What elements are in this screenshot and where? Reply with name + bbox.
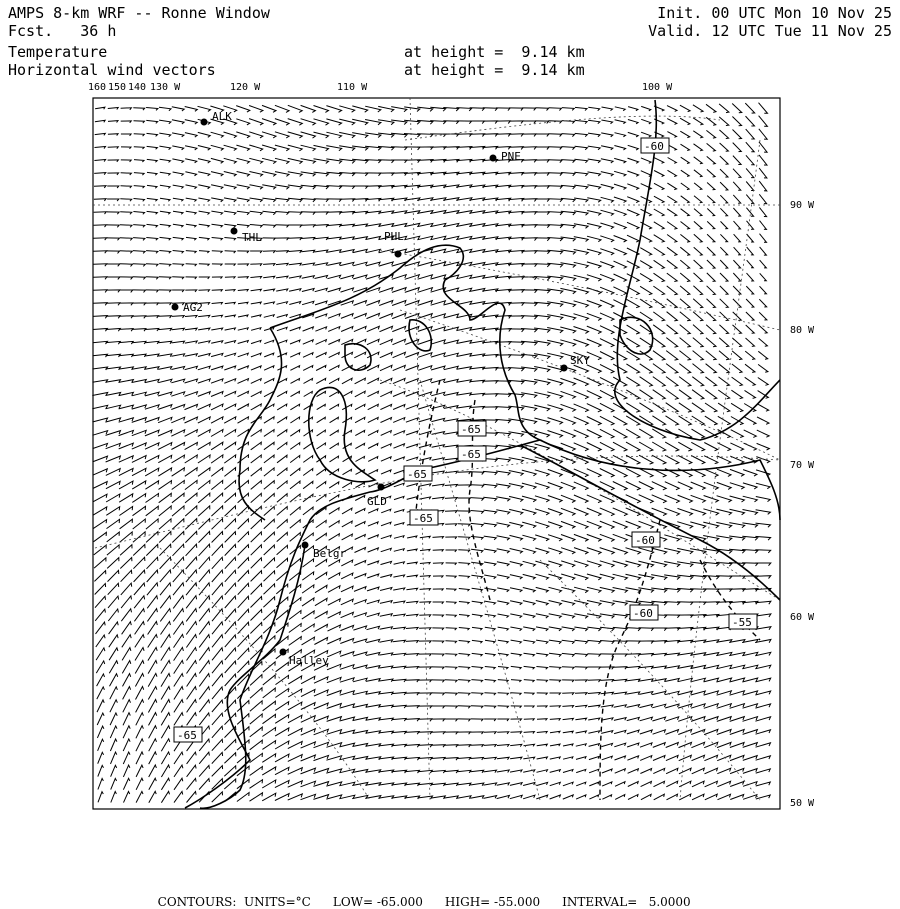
map-title: AMPS 8-km WRF -- Ronne Window [8,4,270,22]
longitude-label: 110 W [337,82,368,93]
latitude-label: 60 W [790,612,815,623]
longitude-labels [88,82,673,93]
longitude-label: 140 [128,82,147,93]
height-label-temperature: at height = 9.14 km [404,43,585,61]
station-label-sky: SKY [570,354,590,367]
station-label-belgr: Belgr [313,547,347,560]
valid-time: Valid. 12 UTC Tue 11 Nov 25 [648,22,892,40]
latitude-label: 70 W [790,460,815,471]
longitude-label: 100 W [642,82,673,93]
latitude-label: 90 W [790,200,815,211]
latitude-label: 50 W [790,798,815,809]
station-marker-thl [231,228,238,235]
station-marker-alk [201,119,208,126]
longitude-label: 120 W [230,82,261,93]
forecast-hour: Fcst. 36 h [8,22,117,40]
station-label-thl: THL [242,231,262,244]
station-label-alk: ALK [212,110,232,123]
station-label-halley: Halley [289,654,329,667]
station-marker-ag2 [172,304,179,311]
latitude-labels [790,200,815,809]
contour-label: -60 [644,140,664,153]
station-label-gld: GLD [367,495,387,508]
contour-high: HIGH= -55.000 [444,895,541,909]
longitude-label: 130 W [150,82,181,93]
contour-label: -60 [635,534,655,547]
contour-low: LOW= -65.000 [332,895,423,909]
contour-label: -65 [407,468,427,481]
station-marker-belgr [302,542,309,549]
latitude-label: 80 W [790,325,815,336]
station-marker-sky [561,365,568,372]
contour-label: -60 [633,607,653,620]
contour-units: CONTOURS: UNITS=°C [157,895,311,909]
longitude-label: 150 [108,82,127,93]
station-marker-pne [490,155,497,162]
contour-info [150,881,713,909]
station-label-ag2: AG2 [183,301,203,314]
longitude-label: 160 [88,82,107,93]
station-label-phl: PHL [384,230,404,243]
init-time: Init. 00 UTC Mon 10 Nov 25 [657,4,892,22]
contour-label: -65 [177,729,197,742]
contour-interval: INTERVAL= 5.0000 [562,895,691,909]
contour-label: -55 [732,616,752,629]
contour-label: -65 [413,512,433,525]
contour-label: -65 [461,423,481,436]
station-marker-phl [395,251,402,258]
contour-label: -65 [461,448,481,461]
station-marker-halley [280,649,287,656]
field-label-temperature: Temperature [8,43,108,61]
station-label-pne: PNE [501,150,521,163]
field-label-wind: Horizontal wind vectors [8,61,216,79]
station-marker-gld [378,484,385,491]
height-label-wind: at height = 9.14 km [404,61,585,79]
